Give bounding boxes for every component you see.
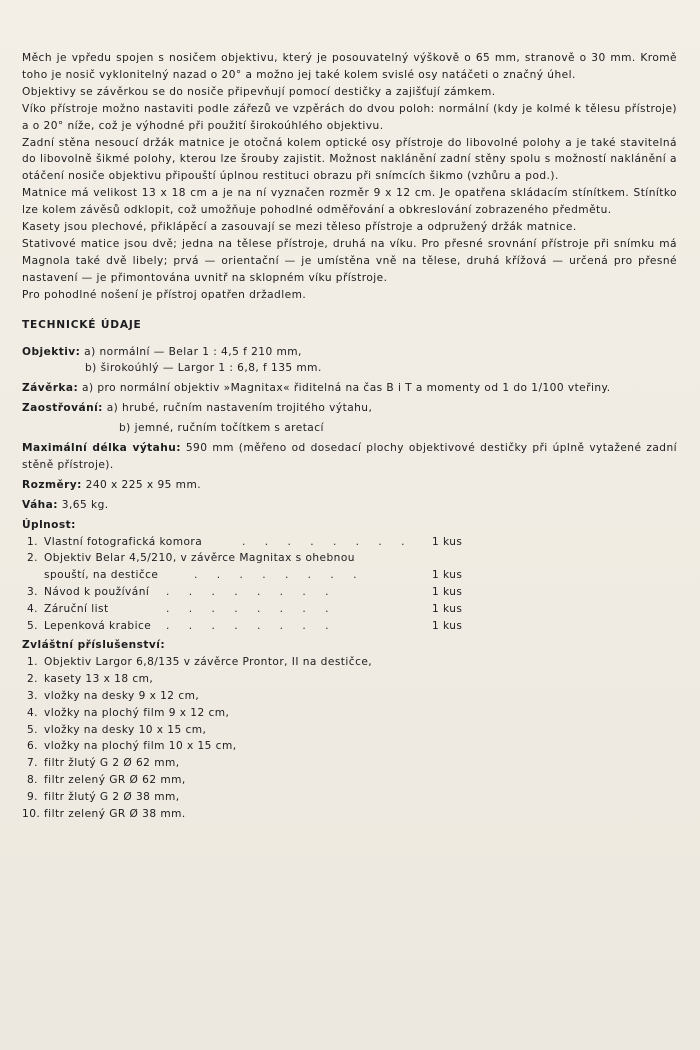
spec-zaverka <box>22 380 677 397</box>
uplnost-item-text: Vlastní fotografická komora <box>44 535 203 548</box>
spec-label-zaverka: Závěrka: <box>22 382 79 395</box>
prislusenstvi-item-text: vložky na desky 10 x 15 cm, <box>44 723 207 736</box>
prislusenstvi-item <box>22 738 677 755</box>
spec-value-zaostrovani-b: b) jemné, ručním točítkem s aretací <box>119 422 324 435</box>
paragraph-kasety: Kasety jsou plechové, přiklápěcí a zasouvají se mezi těleso přístroje a odpružený držák matnice. <box>22 221 577 234</box>
prislusenstvi-item-number: 9. <box>26 791 38 804</box>
paragraph-zadni-stena: Zadní stěna nesoucí držák matnice je otočná kolem optické osy přístroje do libovolné polohy a je také stavitelná do libovolně šikmé polohy, kterou lze šrouby zajistit. Možnost naklánění zadní stěny spolu s možností naklánění a otáčení nosiče objektivu připouští úplnou restituci obrazu při snímcích šikmo (vzhůru a pod.). <box>22 136 677 183</box>
uplnost-item-text: Návod k používání <box>44 586 150 599</box>
spec-value-objektiv-a: a) normální — Belar 1 : 4,5 f 210 mm, <box>84 345 302 358</box>
spec-objektiv-a <box>22 344 677 361</box>
prislusenstvi-item <box>22 654 677 671</box>
spec-value-vaha: 3,65 kg. <box>61 498 109 511</box>
uplnost-item-number: 4. <box>26 603 38 616</box>
spec-label-zaostrovani: Zaostřování: <box>22 402 103 415</box>
prislusenstvi-item-number: 4. <box>26 706 38 719</box>
section-heading-technicke-udaje: TECHNICKÉ ÚDAJE <box>22 318 142 331</box>
uplnost-item <box>22 550 677 567</box>
prislusenstvi-item-text: filtr zelený GR Ø 38 mm. <box>44 808 186 821</box>
uplnost-item-qty: 1 kus <box>432 535 463 548</box>
prislusenstvi-item <box>22 688 677 705</box>
uplnost-item-text: Lepenková krabice <box>44 620 152 633</box>
uplnost-item-number: 5. <box>26 620 38 633</box>
paragraph-drzadlo: Pro pohodlné nošení je přístroj opatřen držadlem. <box>22 288 307 301</box>
uplnost-item <box>22 601 677 618</box>
prislusenstvi-list <box>22 654 677 823</box>
spec-value-rozmery: 240 x 225 x 95 mm. <box>85 478 202 491</box>
spec-value-vytah: 590 mm (měřeno od dosedací plochy objektivové destičky při úplně vytažené zadní stěně přístroje). <box>22 442 678 471</box>
prislusenstvi-item-number: 8. <box>26 774 38 787</box>
prislusenstvi-item-number: 1. <box>26 655 38 668</box>
uplnost-item-qty: 1 kus <box>432 620 463 633</box>
uplnost-item-number: 1. <box>26 535 38 548</box>
dot-leader: . . . . . . . . <box>242 535 413 548</box>
prislusenstvi-item-number: 7. <box>26 757 38 770</box>
uplnost-list <box>22 534 677 635</box>
spec-objektiv-b <box>22 360 677 377</box>
prislusenstvi-item <box>22 705 677 722</box>
spec-value-zaverka: a) pro normální objektiv »Magnitax« řiditelná na čas B i T a momenty od 1 do 1/100 vteřiny. <box>82 382 611 395</box>
paragraph-mech: Měch je vpředu spojen s nosičem objektivu, který je posouvatelný výškově o 65 mm, stranově o 30 mm. Kromě toho je nosič vyklonitelný nazad o 20° a možno jej také kolem svislé osy natáčeti o značný úhel. <box>22 52 677 81</box>
uplnost-item-qty: 1 kus <box>432 569 463 582</box>
prislusenstvi-item-text: vložky na plochý film 10 x 15 cm, <box>44 740 237 753</box>
paragraph-viko: Víko přístroje možno nastaviti podle zářezů ve vzpěrách do dvou poloh: normální (kdy je kolmé k tělesu přístroje) a o 20° níže, což je výhodné při použití širokoúhlého objektivu. <box>22 102 677 132</box>
prislusenstvi-item-number: 5. <box>26 723 38 736</box>
spec-value-objektiv-b: b) širokoúhlý — Largor 1 : 6,8, f 135 mm. <box>85 362 322 375</box>
spec-label-vaha: Váha: <box>22 498 58 511</box>
dot-leader: . . . . . . . . <box>194 569 365 582</box>
dot-leader: . . . . . . . . <box>166 586 337 599</box>
spec-label-vytah: Maximální délka výtahu: <box>22 442 181 455</box>
uplnost-item-continuation <box>22 567 677 584</box>
spec-rozmery <box>22 477 677 494</box>
section-label-uplnost: Úplnost: <box>22 518 76 531</box>
prislusenstvi-item <box>22 806 677 823</box>
prislusenstvi-item-text: filtr zelený GR Ø 62 mm, <box>44 774 186 787</box>
prislusenstvi-item-number: 2. <box>26 672 38 685</box>
prislusenstvi-item <box>22 671 677 688</box>
prislusenstvi-item-text: vložky na desky 9 x 12 cm, <box>44 689 200 702</box>
uplnost-item-qty: 1 kus <box>432 586 463 599</box>
prislusenstvi-item <box>22 772 677 789</box>
prislusenstvi-item-number: 3. <box>26 689 38 702</box>
uplnost-item <box>22 618 677 635</box>
uplnost-item <box>22 534 677 551</box>
spec-vaha <box>22 497 677 514</box>
uplnost-item-qty: 1 kus <box>432 603 463 616</box>
spec-zaostrovani-a <box>22 400 677 417</box>
uplnost-item <box>22 584 677 601</box>
spec-label-objektiv: Objektiv: <box>22 345 81 358</box>
prislusenstvi-item-text: filtr žlutý G 2 Ø 38 mm, <box>44 791 180 804</box>
prislusenstvi-item-text: vložky na plochý film 9 x 12 cm, <box>44 706 230 719</box>
dot-leader: . . . . . . . . <box>166 603 337 616</box>
paragraph-matnice: Matnice má velikost 13 x 18 cm a je na ní vyznačen rozměr 9 x 12 cm. Je opatřena skládacím stínítkem. Stínítko lze kolem závěsů odklopit, což umožňuje pohodlné odměřování a obkreslování zobrazeného předmětu. <box>22 187 677 217</box>
uplnost-item-number: 2. <box>26 552 38 565</box>
prislusenstvi-item <box>22 789 677 806</box>
prislusenstvi-item-number: 6. <box>26 740 38 753</box>
dot-leader: . . . . . . . . <box>166 620 337 633</box>
spec-zaostrovani-b <box>22 420 677 437</box>
paragraph-objektivy: Objektivy se závěrkou se do nosiče připevňují pomocí destičky a zajišťují zámkem. <box>22 85 496 98</box>
uplnost-item-text: Objektiv Belar 4,5/210, v závěrce Magnitax s ohebnou <box>44 552 355 565</box>
prislusenstvi-item-text: Objektiv Largor 6,8/135 v závěrce Prontor, II na destičce, <box>44 655 373 668</box>
uplnost-item-text: spouští, na destičce <box>44 569 159 582</box>
prislusenstvi-item <box>22 722 677 739</box>
section-label-prislusenstvi: Zvláštní příslušenství: <box>22 639 166 651</box>
prislusenstvi-item <box>22 755 677 772</box>
prislusenstvi-item-number: 10. <box>22 808 41 821</box>
prislusenstvi-item-text: kasety 13 x 18 cm, <box>44 672 154 685</box>
uplnost-item-number: 3. <box>26 586 38 599</box>
prislusenstvi-item-text: filtr žlutý G 2 Ø 62 mm, <box>44 757 180 770</box>
spec-value-zaostrovani-a: a) hrubé, ručním nastavením trojitého výtahu, <box>106 402 373 415</box>
uplnost-item-text: Záruční list <box>44 603 109 616</box>
document-body <box>22 50 677 823</box>
spec-vytah <box>22 440 677 474</box>
paragraph-stativove-matice: Stativové matice jsou dvě; jedna na tělese přístroje, druhá na víku. Pro přesné srovnání přístroje při snímku má Magnola také dvě libely; prvá — orientační — je umístěna vně na tělese, druhá křížová — určená pro přesné nastavení — je přimontována uvnitř na sklopném víku přístroje. <box>22 237 677 284</box>
spec-label-rozmery: Rozměry: <box>22 478 82 491</box>
